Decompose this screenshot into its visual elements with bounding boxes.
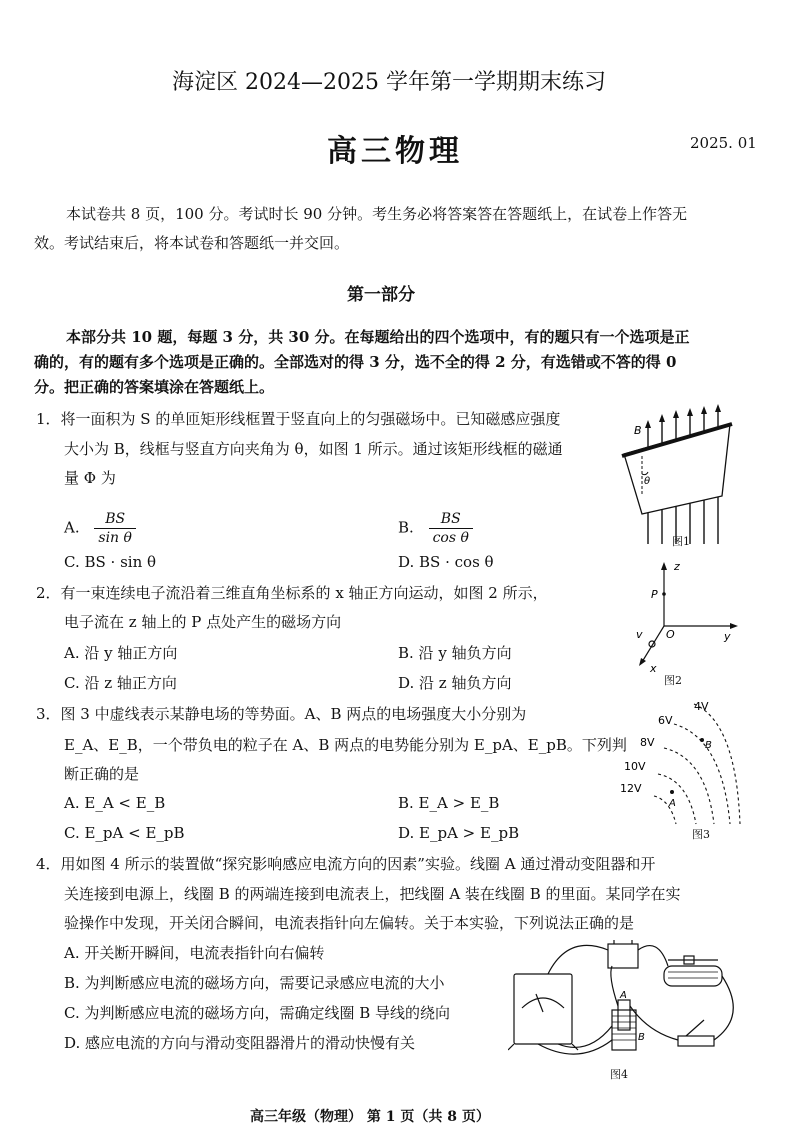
q1-stem-line-1: 1．将一面积为 S 的单匝矩形线框置于竖直向上的匀强磁场中。已知磁感应强度 [36,410,561,428]
subject-title: 高三物理 [327,134,463,169]
q3-option-a: A. E_A < E_B [64,794,166,812]
instructions-line-1: 本试卷共 8 页，100 分。考试时长 90 分钟。考生务必将答案答在答题纸上，在试卷上作答无 [66,205,688,223]
q3-stem-line-3: 断正确的是 [64,765,140,783]
fig3-label-4v: 4V [694,700,709,713]
figure-3 [614,696,746,830]
fig2-p-label: P [651,588,658,601]
q1-stem-line-2: 大小为 B，线框与竖直方向夹角为 θ，如图 1 所示。通过该矩形线框的磁通 [64,440,563,458]
q3-stem-line-2: E_A、E_B，一个带负电的粒子在 A、B 两点的电势能分别为 E_pA、E_pB。下列判 [64,736,627,754]
page-footer: 高三年级（物理） 第 1 页（共 8 页） [250,1109,490,1125]
q2-stem-line-2: 电子流在 z 轴上的 P 点处产生的磁场方向 [64,613,342,631]
part-desc-line-3: 分。把正确的答案填涂在答题纸上。 [34,378,275,396]
q1-stem-line-3: 量 Φ 为 [64,469,116,487]
fig2-y-label: y [724,630,731,643]
q4-option-c: C. 为判断感应电流的磁场方向，需确定线圈 B 导线的绕向 [64,1004,451,1022]
fig4-ammeter [514,974,572,1044]
fig1-b-label: B [634,424,642,437]
fig3-a-label: A [669,798,676,809]
fig4-battery [608,944,638,968]
fig4-a-label: A [620,990,627,1001]
q4-option-b: B. 为判断感应电流的磁场方向，需要记录感应电流的大小 [64,974,445,992]
fig3-label-10v: 10V [624,760,646,773]
q2-option-c: C. 沿 z 轴正方向 [64,674,177,692]
fig4-rheostat [664,966,722,986]
q1-option-b-numerator: BS [440,511,461,527]
fig2-z-label: z [674,560,680,573]
q1-option-a-numerator: BS [105,511,126,527]
fig3-label-12v: 12V [620,782,642,795]
part-desc-line-1: 本部分共 10 题，每题 3 分，共 30 分。在每题给出的四个选项中，有的题只有一个选项是正 [66,328,690,346]
fig2-x-label: x [650,662,657,674]
q3-option-b: B. E_A > E_B [398,794,500,812]
q2-option-b: B. 沿 y 轴负方向 [398,644,512,662]
q4-stem-line-2: 关连接到电源上，线圈 B 的两端连接到电流表上，把线圈 A 装在线圈 B 的里面。某同学在实 [64,885,681,903]
fig3-point-b [700,738,704,742]
fig4-coil-a [618,1000,630,1030]
fig4-caption: 图4 [610,1068,628,1081]
q2-option-a: A. 沿 y 轴正方向 [64,644,178,662]
fig3-label-6v: 6V [658,714,673,727]
part-desc-line-2: 确的，有的题有多个选项是正确的。全部选对的得 3 分，选不全的得 2 分，有选错或不答的得 0 [34,353,677,371]
instructions-line-2: 效。考试结束后，将本试卷和答题纸一并交回。 [34,234,350,252]
q2-stem-line-1: 2．有一束连续电子流沿着三维直角坐标系的 x 轴正方向运动，如图 2 所示， [36,584,548,602]
exam-title: 海淀区 2024—2025 学年第一学期期末练习 [172,70,606,95]
q2-option-d: D. 沿 z 轴负方向 [398,674,512,692]
fig1-theta-label: θ [644,476,651,487]
part-heading: 第一部分 [347,285,415,305]
q3-stem-line-1: 3．图 3 中虚线表示某静电场的等势面。A、B 两点的电场强度大小分别为 [36,705,527,723]
figure-4 [508,936,748,1066]
fig4-switch [678,1036,714,1046]
figure-1 [618,404,734,554]
fig4-b-label: B [638,1032,645,1043]
q1-option-d: D. BS · cos θ [398,553,494,571]
q1-option-b [398,512,473,545]
q4-option-d: D. 感应电流的方向与滑动变阻器滑片的滑动快慢有关 [64,1034,416,1052]
q3-option-d: D. E_pA > E_pB [398,824,520,842]
fig3-b-label: B [705,740,712,751]
q4-option-a: A. 开关断开瞬间，电流表指针向右偏转 [64,944,325,962]
q1-option-b-label: B. [398,518,414,537]
q3-option-c: C. E_pA < E_pB [64,824,185,842]
q1-option-b-denominator: cos θ [429,528,473,545]
exam-date: 2025. 01 [690,134,757,152]
q4-stem-line-3: 验操作中发现，开关闭合瞬间，电流表指针向左偏转。关于本实验，下列说法正确的是 [64,914,635,932]
q1-option-a-fraction [94,512,136,545]
q1-option-c: C. BS · sin θ [64,553,157,571]
fig2-v-label: v [636,628,643,641]
fig3-label-8v: 8V [640,736,655,749]
fig2-o-label: O [666,628,675,641]
q1-option-a-label: A. [64,518,80,537]
fig1-caption: 图1 [672,535,690,548]
fig3-point-a [670,790,674,794]
q1-option-a [64,512,136,545]
figure-2 [630,556,746,674]
fig3-caption: 图3 [692,828,710,841]
q1-option-a-denominator: sin θ [94,528,136,545]
q4-stem-line-1: 4．用如图 4 所示的装置做“探究影响感应电流方向的因素”实验。线圈 A 通过滑动变阻器和开 [36,855,656,873]
fig2-caption: 图2 [664,674,682,687]
q1-option-b-fraction [429,512,473,545]
